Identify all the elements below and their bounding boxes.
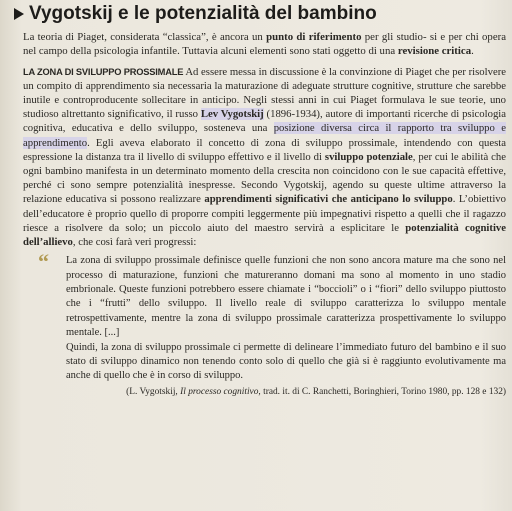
quote-mark-icon: “ <box>38 249 49 275</box>
section-text-1: Ad essere messa in discussione è la convinzione di Piaget che per risolvere un compito di apprendimento sia necessaria la maturazione di adeguate strutture cognitive, strutture che sarebbe inutile e controproducente sollecitare in anticipo. Negli stessi anni in cui Piaget formulava le sue teorie, uno studioso altrettanto significativo, il russo <box>23 65 507 121</box>
title-bullet-icon <box>14 8 24 20</box>
quote-paragraph-2: Quindi, la zona di sviluppo prossimale ci permette di delineare l’immediato futuro del bambino e il suo stato di sviluppo dinamico non tenendo conto solo di quello che già si è raggiunto evolutivamente ma anche di quello che è in corso di sviluppo. <box>66 341 506 382</box>
page-title-text: Vygotskij e le potenzialità del bambino <box>29 3 377 24</box>
intro-paragraph <box>14 30 506 59</box>
source-author: (L. Vygotskij, <box>126 386 181 397</box>
section-text-5: . L’obiettivo dell’educatore è proprio quello di proporre compiti leggermente più impegnativi rispetto a quelli che il ragazzo riesce a risolvere da solo; un piccolo aiuto del maestro servirà a esplicitare le <box>23 193 506 234</box>
bold-significant-learning: apprendimenti significativi che anticipano lo sviluppo <box>204 193 453 206</box>
source-details: , trad. it. di C. Ranchetti, Boringhieri, Torino 1980, pp. 128 e 132) <box>258 386 506 397</box>
quote-paragraph-1: La zona di sviluppo prossimale definisce quelle funzioni che non sono ancora mature ma che sono nel processo di maturazione, funzioni che matureranno domani ma sono al momento in uno stadio embrionale. Queste funzioni potrebbero essere chiamate i “boccioli” o i “fiori” dello sviluppo piuttosto che i “frutti” dello sviluppo. Il livello reale di sviluppo caratterizza lo sviluppo mentale retrospettivamente, mentre la zona di sviluppo prossimale caratterizza prospettivamente lo sviluppo mentale. [...] <box>66 255 506 339</box>
vygotskij-name: Lev Vygotskij <box>200 108 264 121</box>
bold-potential-development: sviluppo potenziale <box>324 150 413 163</box>
section-paragraph <box>14 65 506 250</box>
section-heading: LA ZONA DI SVILUPPO PROSSIMALE <box>23 66 184 77</box>
intro-bold-reference: punto di riferimento <box>266 31 362 43</box>
intro-line-3b: . <box>471 45 474 58</box>
intro-bold-revision: revisione critica <box>397 45 472 58</box>
section-text-6: , che così farà veri progressi: <box>72 236 197 249</box>
section-text-2: (1896-1934), autore di importanti ricerche di psicologia cognitiva, educativa e dello sviluppo, sosteneva una <box>23 108 506 135</box>
quote-source <box>66 386 506 398</box>
source-title: Il processo cognitivo <box>180 386 259 397</box>
intro-line-3a: oggetto di una <box>333 45 398 58</box>
intro-line-1: La teoria di Piaget, considerata “classica”, è ancora un punto di riferimento per gli studio- <box>23 31 427 43</box>
intro-line-2: si e per chi opera nel campo della psicologia infantile. Tuttavia alcuni elementi sono stati <box>23 31 507 58</box>
page-title <box>14 2 506 26</box>
vygotskij-quote <box>14 249 506 398</box>
section-text-4: , per cui le abilità che ogni bambino manifesta in un determinato momento della crescita non coincidono con le sue capacità effettive, perché ci sono sempre potenzialità inespresse. Secondo Vygotskij, agendo su queste ultime attraverso la relazione educativa si possono realizzare <box>23 150 506 206</box>
highlighted-position: posizione diversa circa il rapporto tra sviluppo e apprendimento <box>23 122 506 149</box>
section-text-3: . Egli aveva elaborato il concetto di zona di sviluppo prossimale, intendendo con questa espressione la distanza tra il livello di sviluppo effettivo e il livello di <box>23 136 506 163</box>
bold-cognitive-potential: potenzialità cognitive dell’allievo <box>23 221 506 249</box>
